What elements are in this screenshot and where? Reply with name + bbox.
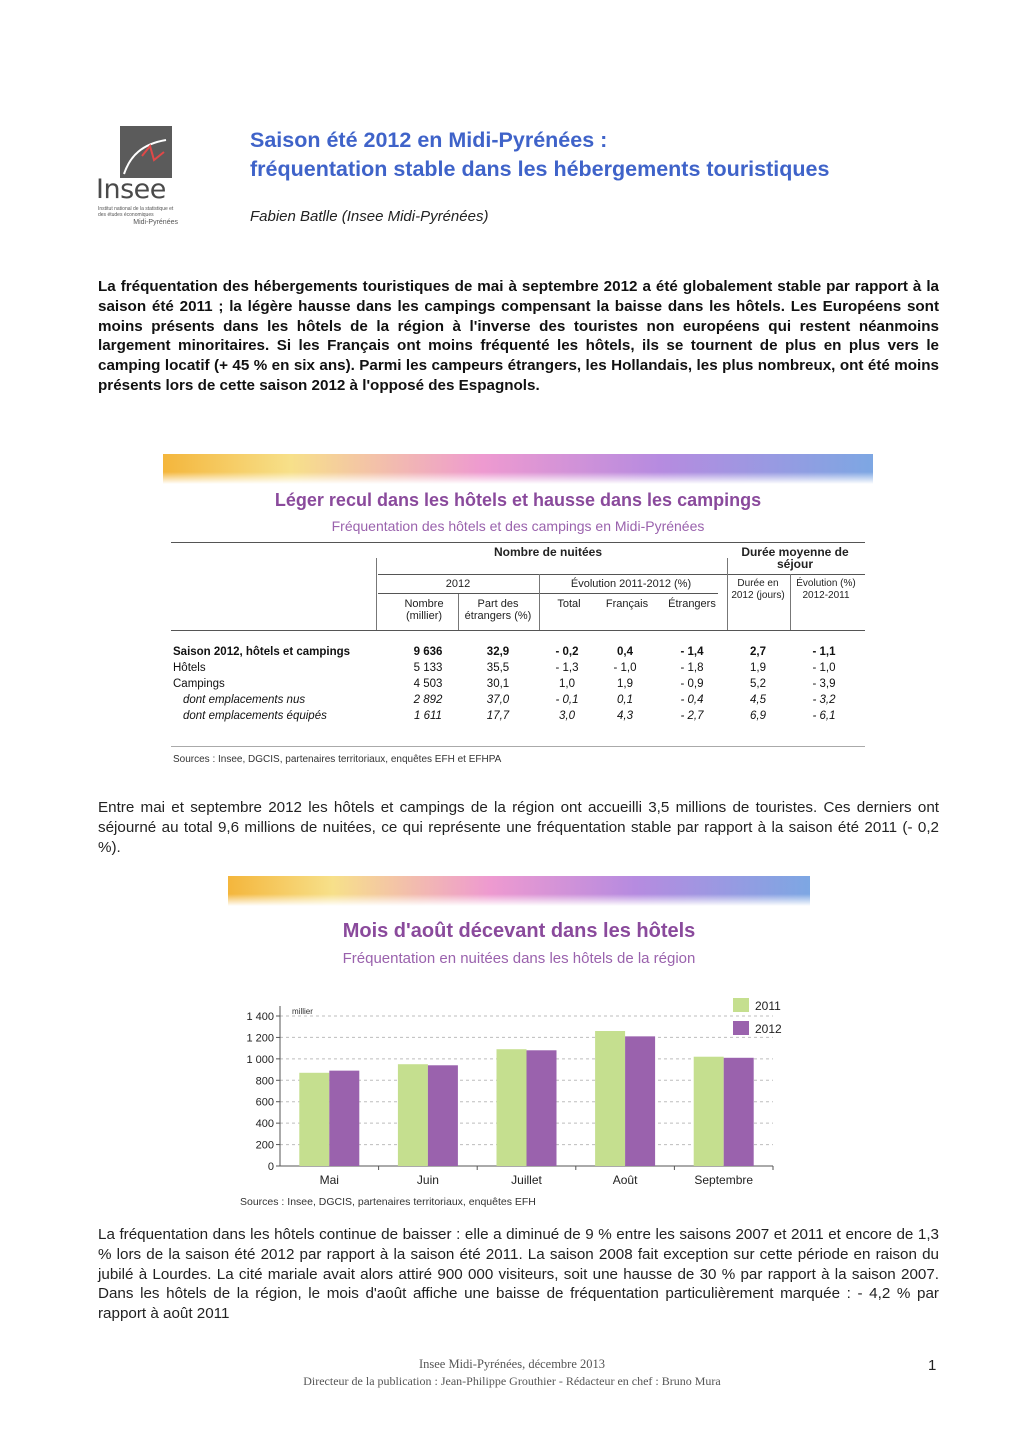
table-rule xyxy=(171,630,865,631)
cell: 17,7 xyxy=(486,710,510,722)
cell: - 0,4 xyxy=(680,694,704,706)
table-row xyxy=(173,646,873,662)
header-etrangers: Étrangers xyxy=(668,598,716,610)
bar-2011-septembre xyxy=(694,1057,724,1166)
row-label: dont emplacements nus xyxy=(183,694,306,706)
figure-band xyxy=(228,876,810,906)
cell: - 1,1 xyxy=(812,646,836,658)
cell: - 1,8 xyxy=(680,662,704,674)
page-title xyxy=(250,126,829,184)
cell: 0,1 xyxy=(617,694,633,706)
y-tick-label: 600 xyxy=(255,1096,274,1109)
footer-publisher: Insee Midi-Pyrénées, décembre 2013 xyxy=(418,1357,606,1371)
lead-paragraph: La fréquentation des hébergements touristiques de mai à septembre 2012 a été globalement stable par rapport à la saison été 2011 ; la légère hausse dans les campings compensant la baisse dans les hôtels. Les Européens sont moins présents dans les hôtels de la région à l'inverse des touristes non européens qui restent néanmoins largement minoritaires. Si les Français ont moins fréquenté les hôtels, ils se tournent de plus en plus vers le camping locatif (+ 45 % en six ans). Parmi les campeurs étrangers, les Hollandais, les plus nombreux, ont été moins présents lors de cette saison 2012 à l'opposé des Espagnols. xyxy=(98,278,939,394)
cell: 32,9 xyxy=(486,646,510,658)
header-duree-sejour: Durée moyenne de séjour xyxy=(741,545,849,571)
y-axis-unit: millier xyxy=(292,1007,313,1016)
cell: 2 892 xyxy=(413,694,443,706)
cell: 0,4 xyxy=(617,646,633,658)
table-rule xyxy=(171,542,865,543)
x-tick-label: Juin xyxy=(416,1173,439,1187)
header-total: Total xyxy=(557,598,581,610)
insee-logo-mark xyxy=(120,126,172,178)
header-nombre: Nombre (millier) xyxy=(404,598,444,622)
paragraph-2: La fréquentation dans les hôtels continue de baisser : elle a diminué de 9 % entre les saisons 2007 et 2011 et encore de 1,3 % lors de la saison été 2012 par rapport à la saison été 2011. La saison 2008 fait exception sur cette période en raison du jubilé à Lourdes. La cité mariale avait alors attiré 900 000 visiteurs, soit une hausse de 30 % par rapport à la saison 2007. Dans les hôtels de la région, le mois d'août affiche une baisse de fréquentation particulièrement marquée : - 4,2 % par rapport à août 2011 xyxy=(98,1226,939,1323)
logo-region: Midi-Pyrénées xyxy=(133,219,178,226)
bar-2012-septembre xyxy=(724,1058,754,1166)
header-part-etrangers: Part des étrangers (%) xyxy=(464,598,532,622)
row-label: dont emplacements équipés xyxy=(183,710,327,722)
table-figure xyxy=(163,454,873,772)
title-line-2: fréquentation stable dans les hébergements touristiques xyxy=(250,157,830,181)
cell: 3,0 xyxy=(559,710,575,722)
bar-2011-juillet xyxy=(497,1049,527,1166)
cell: 6,9 xyxy=(750,710,766,722)
table-separator xyxy=(539,574,540,630)
header-francais: Français xyxy=(605,598,649,610)
header-duree-2012: Durée en 2012 (jours) xyxy=(731,578,785,601)
x-tick-label: Juillet xyxy=(511,1173,542,1187)
legend-label: 2012 xyxy=(755,1022,782,1036)
table-row xyxy=(173,710,873,726)
cell: 1,0 xyxy=(559,678,575,690)
insee-logo xyxy=(96,124,180,228)
table-separator xyxy=(727,558,728,630)
cell: - 0,9 xyxy=(680,678,704,690)
table-separator xyxy=(376,558,377,630)
cell: 4,5 xyxy=(750,694,766,706)
legend-label: 2011 xyxy=(755,999,781,1013)
bar-2012-juin xyxy=(428,1065,458,1166)
cell: - 3,9 xyxy=(812,678,836,690)
chart-source: Sources : Insee, DGCIS, partenaires territoriaux, enquêtes EFH xyxy=(240,1196,536,1208)
cell: - 0,2 xyxy=(555,646,579,658)
header-nombre-nuitees: Nombre de nuitées xyxy=(493,545,603,559)
cell: - 3,2 xyxy=(812,694,836,706)
table-source: Sources : Insee, DGCIS, partenaires territoriaux, enquêtes EFH et EFHPA xyxy=(173,754,502,765)
y-tick-label: 1 200 xyxy=(246,1032,274,1045)
row-label: Hôtels xyxy=(173,662,206,674)
cell: 9 636 xyxy=(413,646,443,658)
cell: 1,9 xyxy=(617,678,633,690)
table-row xyxy=(173,694,873,710)
cell: 37,0 xyxy=(486,694,510,706)
bar-2012-mai xyxy=(329,1071,359,1166)
page-number: 1 xyxy=(928,1357,937,1374)
chart-title: Mois d'août décevant dans les hôtels xyxy=(342,920,696,942)
footer-credits: Directeur de la publication : Jean-Philippe Grouthier - Rédacteur en chef : Bruno Mura xyxy=(303,1374,721,1388)
cell: - 1,0 xyxy=(812,662,836,674)
cell: 4,3 xyxy=(617,710,633,722)
header-evolution: Évolution 2011-2012 (%) xyxy=(570,578,692,590)
cell: - 1,3 xyxy=(555,662,579,674)
bar-2012-août xyxy=(625,1036,655,1166)
logo-subtitle xyxy=(98,206,178,227)
bar-2012-juillet xyxy=(527,1050,557,1166)
row-label: Campings xyxy=(173,678,225,690)
cell: 35,5 xyxy=(486,662,510,674)
chart-figure xyxy=(228,876,810,1214)
logo-wordmark: Insee xyxy=(96,174,166,205)
y-tick-label: 1 400 xyxy=(246,1011,274,1023)
header-evolution-duree: Évolution (%) 2012-2011 xyxy=(796,578,856,601)
table-row xyxy=(173,662,873,678)
table-subtitle: Fréquentation des hôtels et des campings en Midi-Pyrénées xyxy=(331,518,705,534)
cell: 5,2 xyxy=(750,678,766,690)
bar-2011-juin xyxy=(398,1064,428,1166)
cell: - 1,0 xyxy=(613,662,637,674)
title-line-1: Saison été 2012 en Midi-Pyrénées : xyxy=(250,128,608,152)
x-tick-label: Août xyxy=(612,1173,638,1187)
legend-swatch-2011 xyxy=(733,998,749,1012)
table-rule xyxy=(171,746,865,747)
cell: 30,1 xyxy=(486,678,510,690)
table-separator xyxy=(790,574,791,630)
row-label: Saison 2012, hôtels et campings xyxy=(173,646,351,658)
x-tick-label: Septembre xyxy=(694,1173,754,1187)
cell: - 2,7 xyxy=(680,710,704,722)
cell: - 0,1 xyxy=(555,694,579,706)
table-row xyxy=(173,678,873,694)
figure-band xyxy=(163,454,873,484)
x-tick-label: Mai xyxy=(319,1173,339,1187)
table-separator xyxy=(458,594,459,630)
y-tick-label: 400 xyxy=(255,1118,274,1131)
table-rule xyxy=(378,593,718,594)
chart-subtitle: Fréquentation en nuitées dans les hôtels de la région xyxy=(342,950,696,967)
cell: 1,9 xyxy=(750,662,766,674)
author: Fabien Batlle (Insee Midi-Pyrénées) xyxy=(250,208,489,225)
cell: - 1,4 xyxy=(680,646,704,658)
cell: 1 611 xyxy=(414,710,442,722)
header-2012: 2012 xyxy=(445,578,471,590)
legend-swatch-2012 xyxy=(733,1021,749,1035)
bar-2011-mai xyxy=(299,1073,329,1166)
cell: 5 133 xyxy=(413,662,443,674)
y-tick-label: 0 xyxy=(267,1161,274,1173)
logo-institute: Institut national de la statistique et des études économiques xyxy=(98,206,174,218)
paragraph-1: Entre mai et septembre 2012 les hôtels et campings de la région ont accueilli 3,5 millions de touristes. Ces derniers ont séjourné au total 9,6 millions de nuitées, ce qui représente une fréquentation stable par rapport à la saison été 2011 (- 0,2 %). xyxy=(98,799,939,856)
y-tick-label: 1 000 xyxy=(246,1053,274,1066)
bar-2011-août xyxy=(595,1031,625,1166)
table-rule xyxy=(378,574,865,575)
table-title: Léger recul dans les hôtels et hausse dans les campings xyxy=(274,490,762,510)
y-tick-label: 800 xyxy=(255,1075,274,1088)
cell: 2,7 xyxy=(750,646,766,658)
cell: - 6,1 xyxy=(812,710,836,722)
y-tick-label: 200 xyxy=(255,1139,274,1152)
cell: 4 503 xyxy=(413,678,443,690)
